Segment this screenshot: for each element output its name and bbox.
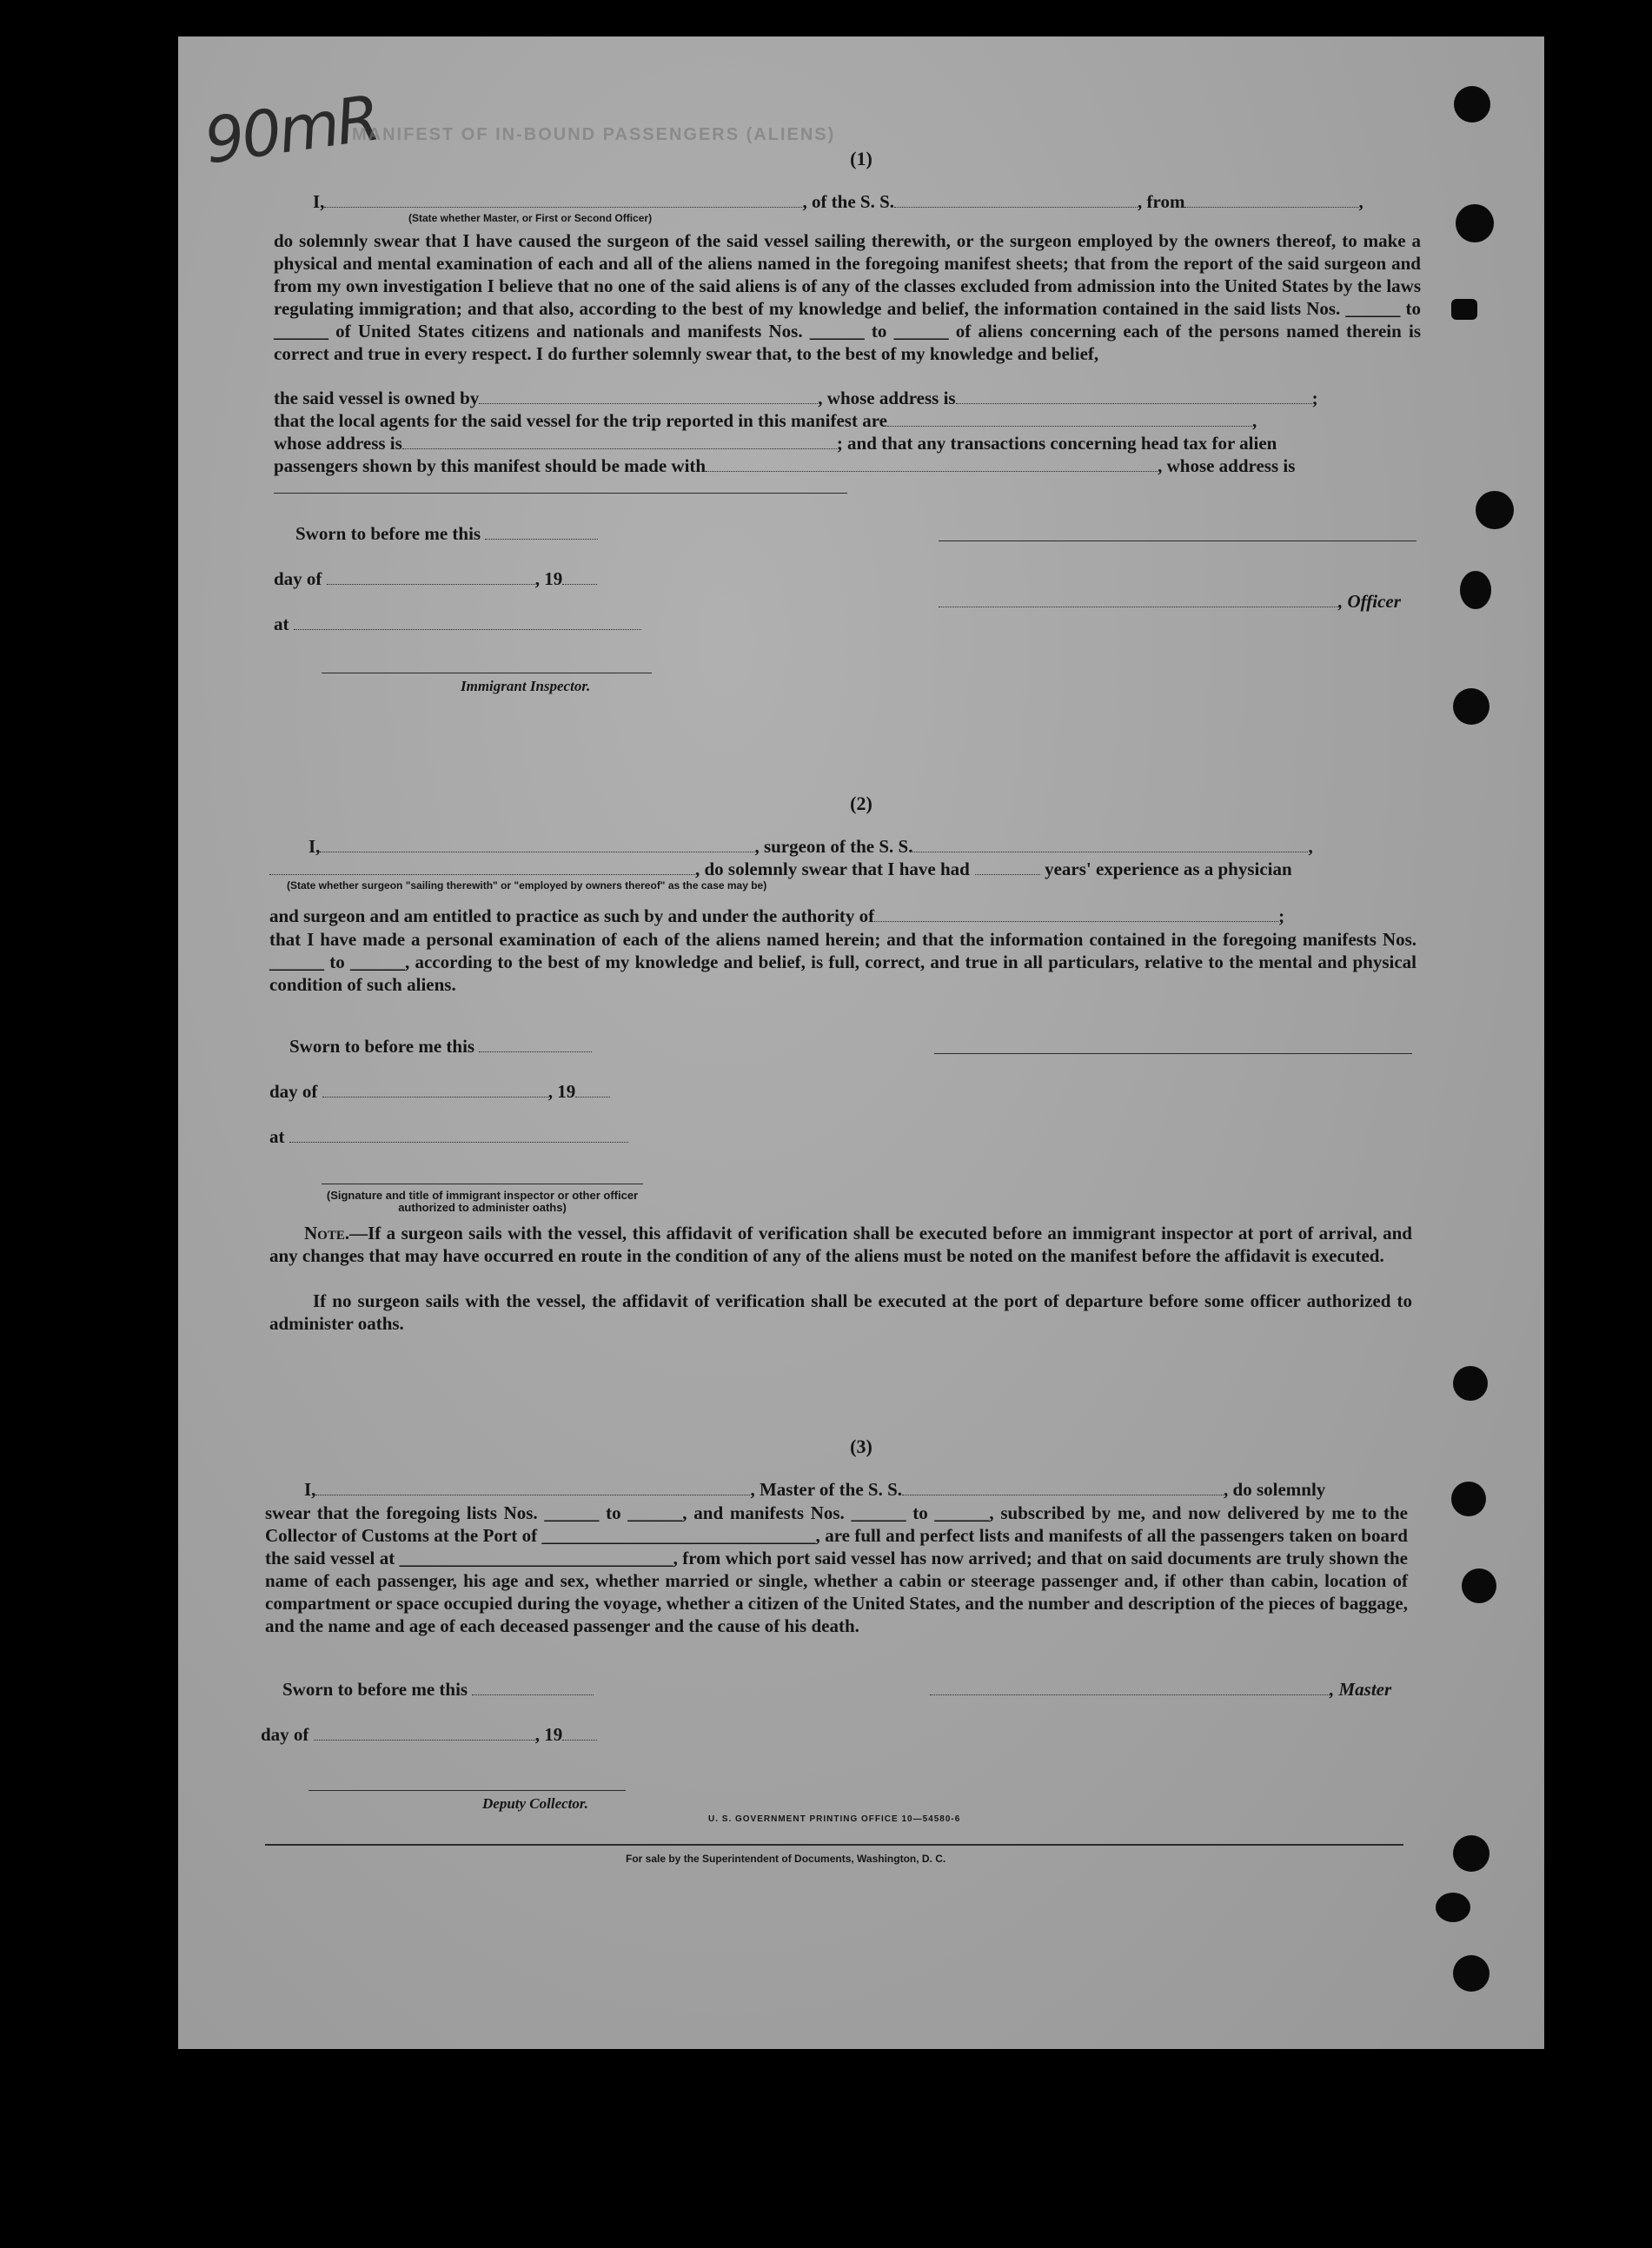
footer-gpo: U. S. GOVERNMENT PRINTING OFFICE 10—54580-6	[708, 1814, 961, 1824]
section-2-at: at	[269, 1126, 628, 1148]
section-2-note-2: If no surgeon sails with the vessel, the affidavit of verification shall be executed at the port of departure before some officer authorized to administer oaths.	[269, 1290, 1412, 1334]
section-1-at: at	[274, 613, 641, 635]
section-2-line-1: I, , surgeon of the S. S. ,	[309, 836, 1313, 857]
section-1-signature-line	[939, 540, 1416, 541]
section-3-line-1: I, , Master of the S. S. , do solemnly	[304, 1479, 1326, 1500]
punch-hole-3	[1451, 299, 1477, 320]
punch-hole-2	[1456, 204, 1494, 242]
section-2-body-2: that I have made a personal examination of each of the aliens named herein; and that the information contained in the foregoing manifests Nos. ______ to ______, according to the best of my knowledge and belief, is full, correct, and true in all particulars, relative to the mental and physical condition of such aliens.	[269, 929, 1416, 995]
section-3-deputy: Deputy Collector.	[482, 1795, 588, 1812]
section-1-sworn: Sworn to before me this	[295, 523, 598, 545]
section-2-note-1: Note.—If a surgeon sails with the vessel, this affidavit of verification shall be executed before an immigrant inspector at port of arrival, and any changes that may have occurred en route in the condition of any of the aliens must be noted on the manifest before the affidavit is executed.	[269, 1223, 1412, 1266]
footer-rule	[265, 1844, 1403, 1846]
section-3-day-of: day of , 19	[261, 1724, 597, 1746]
punch-hole-1	[1454, 86, 1490, 123]
section-1-body: do solemnly swear that I have caused the surgeon of the said vessel sailing therewith, or the surgeon employed by the owners thereof, to make a physical and mental examination of each and all of the aliens named in the foregoing manifest sheets; that from the report of the said surgeon and from my own investigation I believe that no one of the said aliens is of any of the classes excluded from admission into the United States by the laws regulating immigration; and that also, according to the best of my knowledge and belief, the information contained in the said lists Nos. ______ to ______ of United States citizens and nationals and manifests Nos. ______ to ______ of aliens concerning each of the persons named therein is correct and true in every respect. I do further solemnly swear that, to the best of my knowledge and belief,	[274, 230, 1421, 364]
section-3-body: swear that the foregoing lists Nos. ______ to ______, and manifests Nos. ______ to ______, subscribed by me, and now delivered by me to the Collector of Customs at the Port of ______________________________, are full and perfect lists and manifests of all the passengers taken on board the said vessel at ______________________________, from which port said vessel has now arrived; and that on said documents are truly shown the name of each passenger, his age and sex, whether married or single, whether a cabin or steerage passenger and, if other than cabin, location of compartment or space occupied during the voyage, whether a citizen of the United States, and the number and description of the pieces of baggage, and the name and age of each deceased passenger and the cause of his death.	[265, 1502, 1408, 1636]
punch-hole-10	[1453, 1835, 1489, 1872]
section-1-blank-line	[274, 493, 847, 494]
section-1-officer: , Officer	[939, 591, 1401, 613]
section-3-deputy-line	[309, 1790, 626, 1791]
section-2-sworn: Sworn to before me this	[289, 1036, 592, 1058]
punch-hole-11	[1436, 1893, 1470, 1922]
section-1-owned-line: the said vessel is owned by , whose address is ;	[274, 388, 1318, 408]
handwritten-annotation: 90mR	[200, 81, 382, 178]
section-2-line-2: , do solemnly swear that I have had years' experience as a physician	[269, 859, 1292, 880]
punch-hole-8	[1451, 1482, 1486, 1516]
section-1-day-of: day of , 19	[274, 568, 597, 590]
section-3-master: , Master	[930, 1679, 1391, 1701]
section-1-number: (1)	[850, 148, 872, 169]
section-3-number: (3)	[850, 1436, 872, 1457]
manifest-page	[178, 36, 1544, 2049]
section-3-sworn: Sworn to before me this	[282, 1679, 594, 1701]
section-2-body-1: and surgeon and am entitled to practice as such by and under the authority of ;	[269, 905, 1285, 926]
footer-sale: For sale by the Superintendent of Documents, Washington, D. C.	[626, 1853, 946, 1865]
section-1-address-line: whose address is ; and that any transactions concerning head tax for alien	[274, 433, 1277, 454]
section-1-inspector: Immigrant Inspector.	[461, 678, 591, 694]
section-2-day-of: day of , 19	[269, 1081, 610, 1103]
punch-hole-4	[1476, 491, 1514, 529]
section-2-number: (2)	[850, 792, 872, 814]
punch-hole-7	[1453, 1366, 1488, 1401]
punch-hole-5	[1460, 571, 1491, 609]
section-1-passengers-line: passengers shown by this manifest should be made with , whose address is	[274, 455, 1296, 476]
section-1-caption: (State whether Master, or First or Second Officer)	[408, 212, 653, 224]
punch-hole-9	[1462, 1568, 1496, 1603]
punch-hole-6	[1453, 688, 1489, 725]
punch-hole-12	[1453, 1955, 1489, 1992]
section-2-caption: (State whether surgeon "sailing therewith" or "employed by owners thereof" as the case may be)	[287, 879, 767, 892]
faded-header: MANIFEST OF IN-BOUND PASSENGERS (ALIENS)	[352, 125, 836, 144]
section-2-sig-caption: (Signature and title of immigrant inspector or other officer authorized to administer oaths)	[326, 1189, 639, 1214]
section-2-signature-line	[934, 1053, 1412, 1054]
section-1-agents-line: that the local agents for the said vessel for the trip reported in this manifest are ,	[274, 410, 1257, 431]
section-1-line-1: I, , of the S. S. , from ,	[313, 191, 1363, 212]
